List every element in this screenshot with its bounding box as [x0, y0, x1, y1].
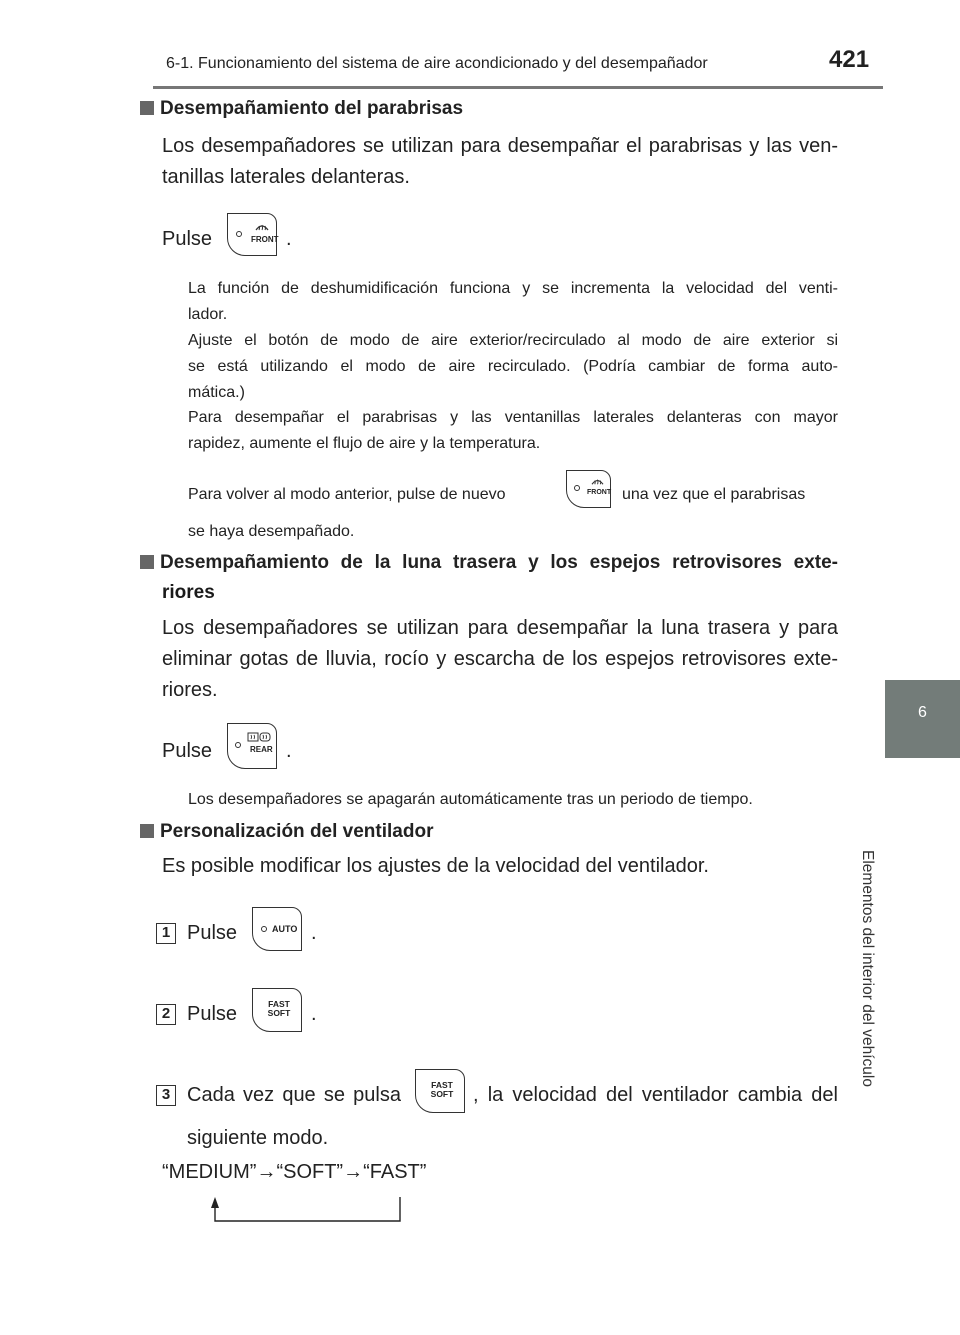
fast-soft-button-inline[interactable]: [415, 1069, 465, 1113]
fan-mode-cycle: [162, 1157, 426, 1188]
button-label: AUTO: [272, 924, 298, 934]
note-line: se haya desempañado.: [188, 523, 355, 540]
section-heading-windshield: [140, 98, 463, 120]
indicator-icon: [235, 742, 241, 748]
arrow-right-icon: →: [343, 1161, 364, 1183]
paragraph-line: eliminar gotas de lluvia, rocío y escarcha de los espejos retrovisores exte-: [162, 648, 838, 670]
step-number-1: 1: [156, 923, 176, 944]
note-line: Los desempañadores se apagarán automáticamente tras un periodo de tiempo.: [188, 791, 753, 808]
step-text: Pulse: [187, 1003, 238, 1025]
note-line: Para desempañar el parabrisas y las ventanillas laterales delanteras con mayor: [188, 409, 838, 426]
button-label-bottom: SOFT: [267, 1008, 291, 1018]
pulse-label: Pulse: [162, 228, 213, 250]
indicator-icon: [574, 485, 580, 491]
pulse-period: .: [286, 740, 292, 762]
chapter-tab-number: 6: [918, 704, 927, 721]
auto-button[interactable]: [252, 907, 302, 951]
cycle-return-arrow-icon: [205, 1196, 410, 1226]
header-divider: [153, 86, 883, 89]
note-line: Para volver al modo anterior, pulse de nuevo: [188, 486, 506, 503]
square-bullet-icon: [140, 101, 154, 115]
button-label: REAR: [250, 745, 273, 754]
note-line: una vez que el parabrisas: [622, 486, 806, 503]
paragraph-line: Los desempañadores se utilizan para desempañar el parabrisas y las ven-: [162, 135, 838, 157]
page-header-title: 6-1. Funcionamiento del sistema de aire acondicionado y del desempañador: [166, 55, 708, 72]
paragraph-line: riores.: [162, 679, 218, 701]
section-heading-text: riores: [162, 582, 215, 603]
section-heading-rear: [140, 552, 838, 574]
paragraph-line: Los desempañadores se utilizan para desempañar la luna trasera y para: [162, 617, 838, 639]
button-label: FRONT: [251, 235, 279, 244]
pulse-label: Pulse: [162, 740, 213, 762]
windshield-defrost-icon: [591, 476, 604, 487]
note-line: La función de deshumidificación funciona y se incrementa la velocidad del venti-: [188, 280, 838, 297]
step-text: .: [311, 1003, 317, 1025]
note-line: Ajuste el botón de modo de aire exterior/recirculado al modo de aire exterior si: [188, 332, 838, 349]
indicator-icon: [236, 231, 242, 237]
note-line: rapidez, aumente el flujo de aire y la temperatura.: [188, 435, 541, 452]
section-heading-fan: [140, 821, 433, 843]
note-line: lador.: [188, 306, 228, 323]
mode-fast: “FAST”: [363, 1161, 427, 1183]
indicator-icon: [261, 926, 267, 932]
chapter-side-label: Elementos del interior del vehículo: [859, 850, 876, 1087]
fast-soft-button[interactable]: [252, 988, 302, 1032]
step-text: .: [311, 922, 317, 944]
button-label-bottom: SOFT: [430, 1089, 454, 1099]
button-label: [267, 1000, 291, 1018]
mode-medium: “MEDIUM”: [162, 1161, 257, 1183]
section-heading-text: Desempañamiento del parabrisas: [160, 98, 464, 119]
pulse-period: .: [286, 228, 292, 250]
square-bullet-icon: [140, 555, 154, 569]
front-defrost-button-inline[interactable]: [566, 470, 611, 508]
button-label: [430, 1081, 454, 1099]
step-number-2: 2: [156, 1004, 176, 1025]
paragraph-line: tanillas laterales delanteras.: [162, 166, 410, 188]
step-text: Pulse: [187, 922, 238, 944]
windshield-defrost-icon: [255, 221, 269, 233]
front-defrost-button[interactable]: [227, 213, 277, 256]
step-text: , la velocidad del ventilador cambia del: [473, 1084, 838, 1106]
section-heading-text: Desempañamiento de la luna trasera y los espejos retrovisores exte-: [160, 552, 838, 573]
note-line: se está utilizando el modo de aire recirculado. (Podría cambiar de forma auto-: [188, 358, 838, 375]
button-label-top: FAST: [268, 999, 290, 1009]
step-text: Cada vez que se pulsa: [187, 1084, 401, 1106]
paragraph-line: Es posible modificar los ajustes de la velocidad del ventilador.: [162, 855, 709, 877]
button-label-top: FAST: [431, 1080, 453, 1090]
note-line: mática.): [188, 384, 245, 401]
rear-defrost-button[interactable]: [227, 723, 277, 769]
section-heading-text: Personalización del ventilador: [160, 821, 434, 842]
arrow-right-icon: →: [256, 1161, 277, 1183]
step-number-3: 3: [156, 1085, 176, 1106]
rear-defrost-mirror-icon: [247, 732, 272, 742]
step-text: siguiente modo.: [187, 1127, 329, 1149]
button-label: FRONT: [587, 489, 612, 496]
mode-soft: “SOFT”: [276, 1161, 344, 1183]
square-bullet-icon: [140, 824, 154, 838]
page-number: 421: [829, 46, 870, 73]
chapter-tab: [885, 680, 960, 758]
